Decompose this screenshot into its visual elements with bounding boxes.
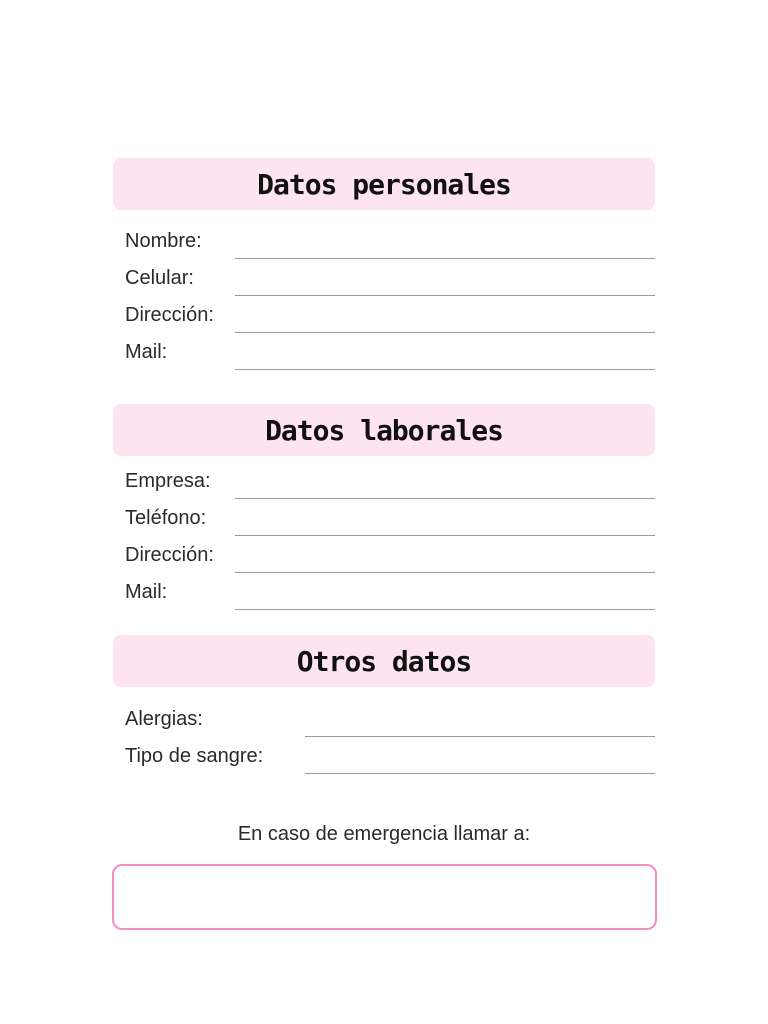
field-label-mail-laboral: Mail: — [125, 581, 168, 603]
emergency-contact-box[interactable] — [112, 864, 657, 930]
field-row-empresa — [125, 462, 655, 499]
other-section-header — [113, 635, 655, 687]
field-row-direccion-laboral — [125, 536, 655, 573]
personal-section-header — [113, 158, 655, 210]
field-label-celular: Celular: — [125, 267, 194, 289]
field-row-telefono — [125, 499, 655, 536]
field-row-tipo-sangre — [125, 737, 655, 774]
field-row-nombre — [125, 222, 655, 259]
work-section-title: Datos laborales — [265, 413, 503, 447]
field-input-tipo-sangre[interactable] — [305, 773, 655, 774]
field-label-direccion-personal: Dirección: — [125, 304, 214, 326]
field-label-direccion-laboral: Dirección: — [125, 544, 214, 566]
field-label-alergias: Alergias: — [125, 708, 203, 730]
field-label-telefono: Teléfono: — [125, 507, 207, 529]
emergency-label: En caso de emergencia llamar a: — [237, 823, 531, 845]
field-row-direccion-personal — [125, 296, 655, 333]
field-input-mail-personal[interactable] — [235, 369, 655, 370]
field-label-mail-personal: Mail: — [125, 341, 168, 363]
field-row-alergias — [125, 700, 655, 737]
field-label-tipo-sangre: Tipo de sangre: — [125, 745, 264, 767]
personal-section-title: Datos personales — [257, 167, 511, 201]
field-row-mail-personal — [125, 333, 655, 370]
field-input-mail-laboral[interactable] — [235, 609, 655, 610]
field-label-nombre: Nombre: — [125, 230, 202, 252]
other-section-title: Otros datos — [296, 644, 472, 678]
work-section-header — [113, 404, 655, 456]
field-row-mail-laboral — [125, 573, 655, 610]
field-label-empresa: Empresa: — [125, 470, 211, 492]
field-row-celular — [125, 259, 655, 296]
